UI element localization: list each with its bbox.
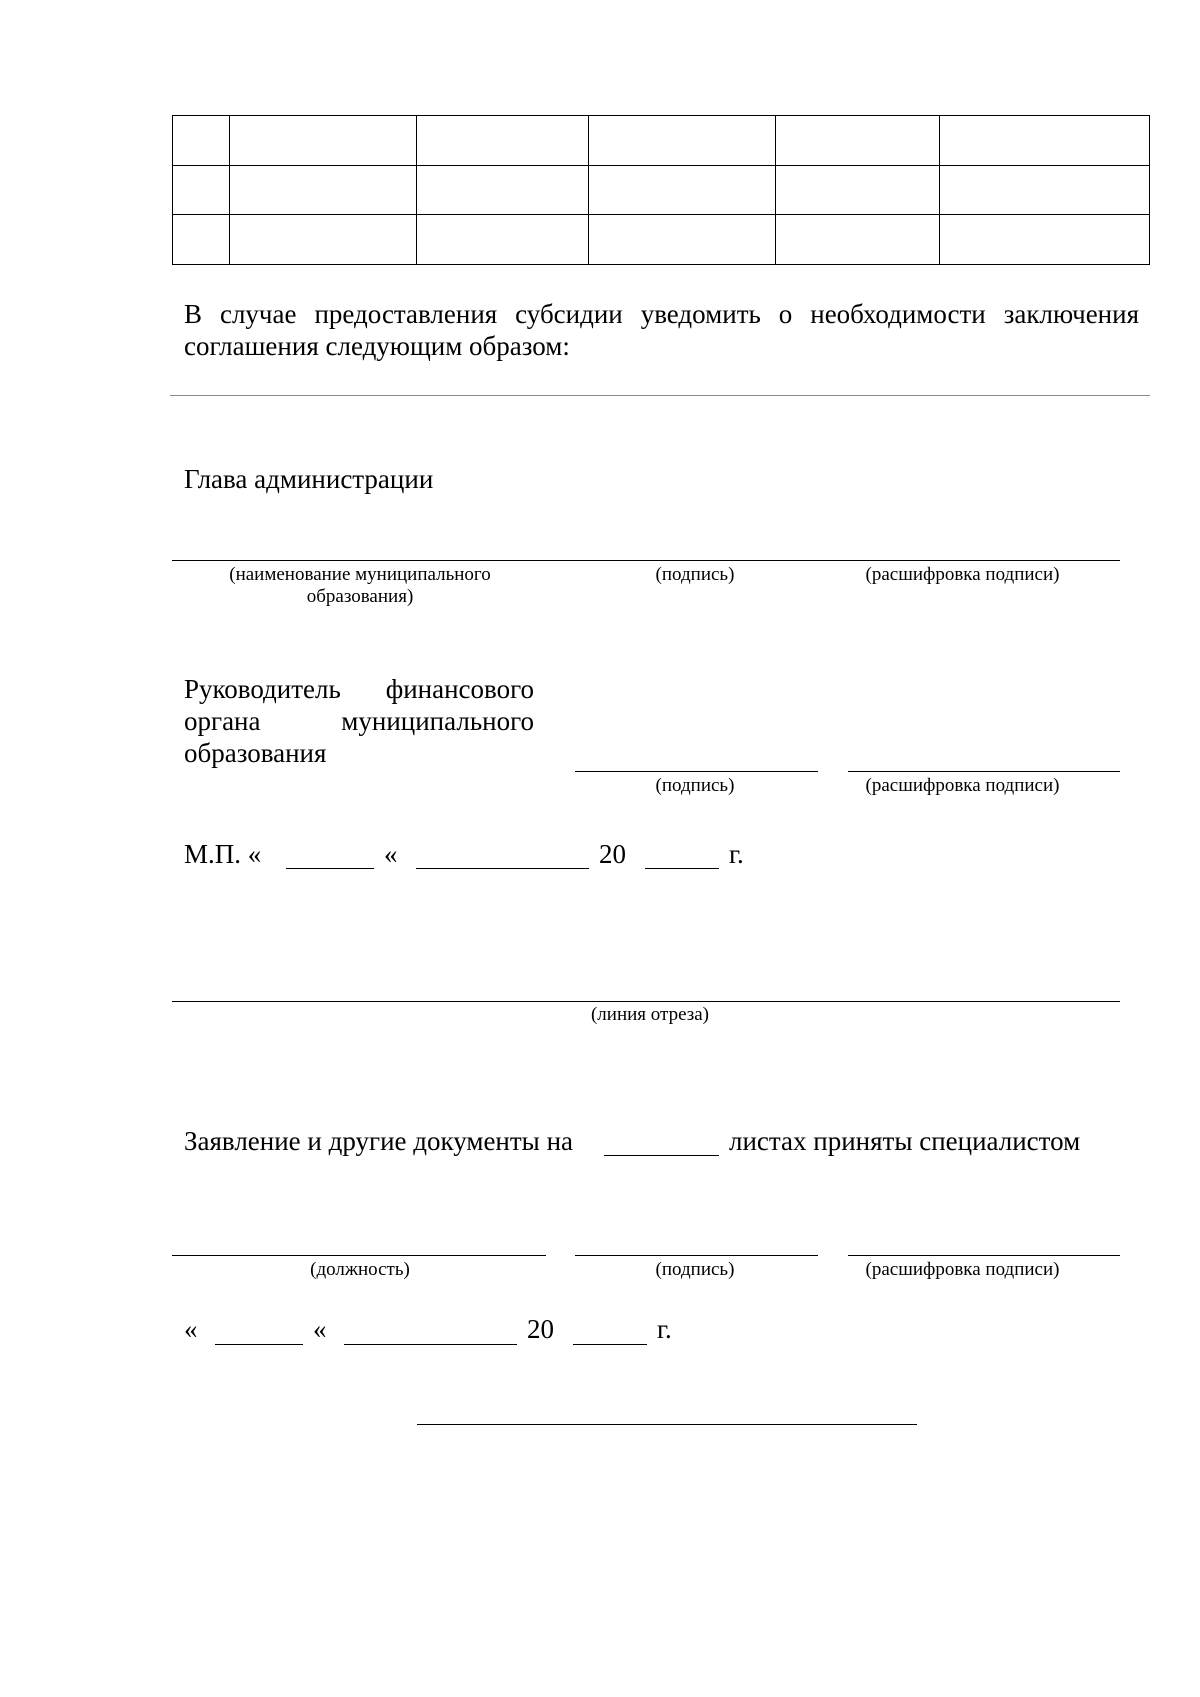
notice-paragraph: В случае предоставления субсидии уведомить о необходимости заключения соглашения следующим образом: — [184, 299, 1139, 361]
receipt-pages-blank — [604, 1155, 719, 1156]
caption-signature-3: (подпись) — [655, 1259, 735, 1280]
table-cell — [230, 215, 417, 265]
head-of-admin-signature-line — [172, 560, 1120, 561]
receipt-date-prefix: « — [184, 1314, 198, 1344]
table-cell — [589, 215, 776, 265]
table-cell — [940, 165, 1150, 215]
receipt-decryption-line — [848, 1255, 1120, 1256]
receipt-year-suffix: г. — [657, 1314, 672, 1344]
table-cell — [776, 165, 940, 215]
notice-answer-line — [170, 395, 1150, 396]
stamp-year-blank — [645, 868, 719, 869]
caption-signature-1: (подпись) — [655, 564, 735, 585]
stamp-year-suffix: г. — [729, 839, 744, 869]
table-cell — [230, 116, 417, 166]
table-cell — [230, 165, 417, 215]
finance-head-signature-line — [575, 771, 818, 772]
caption-signature-2: (подпись) — [655, 775, 735, 796]
table-cell — [417, 215, 589, 265]
table-cell — [940, 116, 1150, 166]
finance-head-label: Руководитель финансового органа муниципального образования — [184, 674, 534, 768]
receipt-month-blank — [344, 1344, 517, 1345]
table-cell — [776, 215, 940, 265]
receipt-year-blank — [573, 1344, 647, 1345]
table-row — [173, 116, 1150, 166]
table-cell — [417, 116, 589, 166]
table-row — [173, 215, 1150, 265]
bottom-separator-line — [417, 1424, 917, 1425]
stamp-date-quote: « — [384, 839, 398, 869]
cut-line-caption: (линия отреза) — [590, 1004, 710, 1025]
stamp-month-blank — [416, 868, 589, 869]
table-cell — [173, 116, 230, 166]
table-cell — [173, 165, 230, 215]
table-cell — [589, 165, 776, 215]
receipt-text-after: листах приняты специалистом — [729, 1126, 1081, 1156]
caption-decryption-1: (расшифровка подписи) — [865, 564, 1060, 585]
table-cell — [173, 215, 230, 265]
caption-position: (должность) — [310, 1259, 410, 1280]
empty-data-table — [172, 115, 1150, 265]
table-cell — [589, 116, 776, 166]
caption-municipality: (наименование муниципального образования) — [229, 564, 491, 607]
stamp-day-blank — [286, 868, 374, 869]
table-cell — [417, 165, 589, 215]
receipt-signature-line — [575, 1255, 818, 1256]
receipt-text-before: Заявление и другие документы на — [184, 1126, 574, 1156]
table-cell — [940, 215, 1150, 265]
receipt-day-blank — [215, 1344, 303, 1345]
caption-decryption-3: (расшифровка подписи) — [865, 1259, 1060, 1280]
head-of-admin-label: Глава администрации — [184, 464, 434, 494]
stamp-date-prefix: М.П. « — [184, 839, 262, 869]
caption-decryption-2: (расшифровка подписи) — [865, 775, 1060, 796]
receipt-position-line — [172, 1255, 546, 1256]
stamp-year-prefix: 20 — [599, 839, 626, 869]
table-cell — [776, 116, 940, 166]
receipt-date-quote: « — [313, 1314, 327, 1344]
receipt-year-prefix: 20 — [527, 1314, 554, 1344]
finance-head-decryption-line — [848, 771, 1120, 772]
cut-line — [172, 1001, 1120, 1002]
table-row — [173, 165, 1150, 215]
